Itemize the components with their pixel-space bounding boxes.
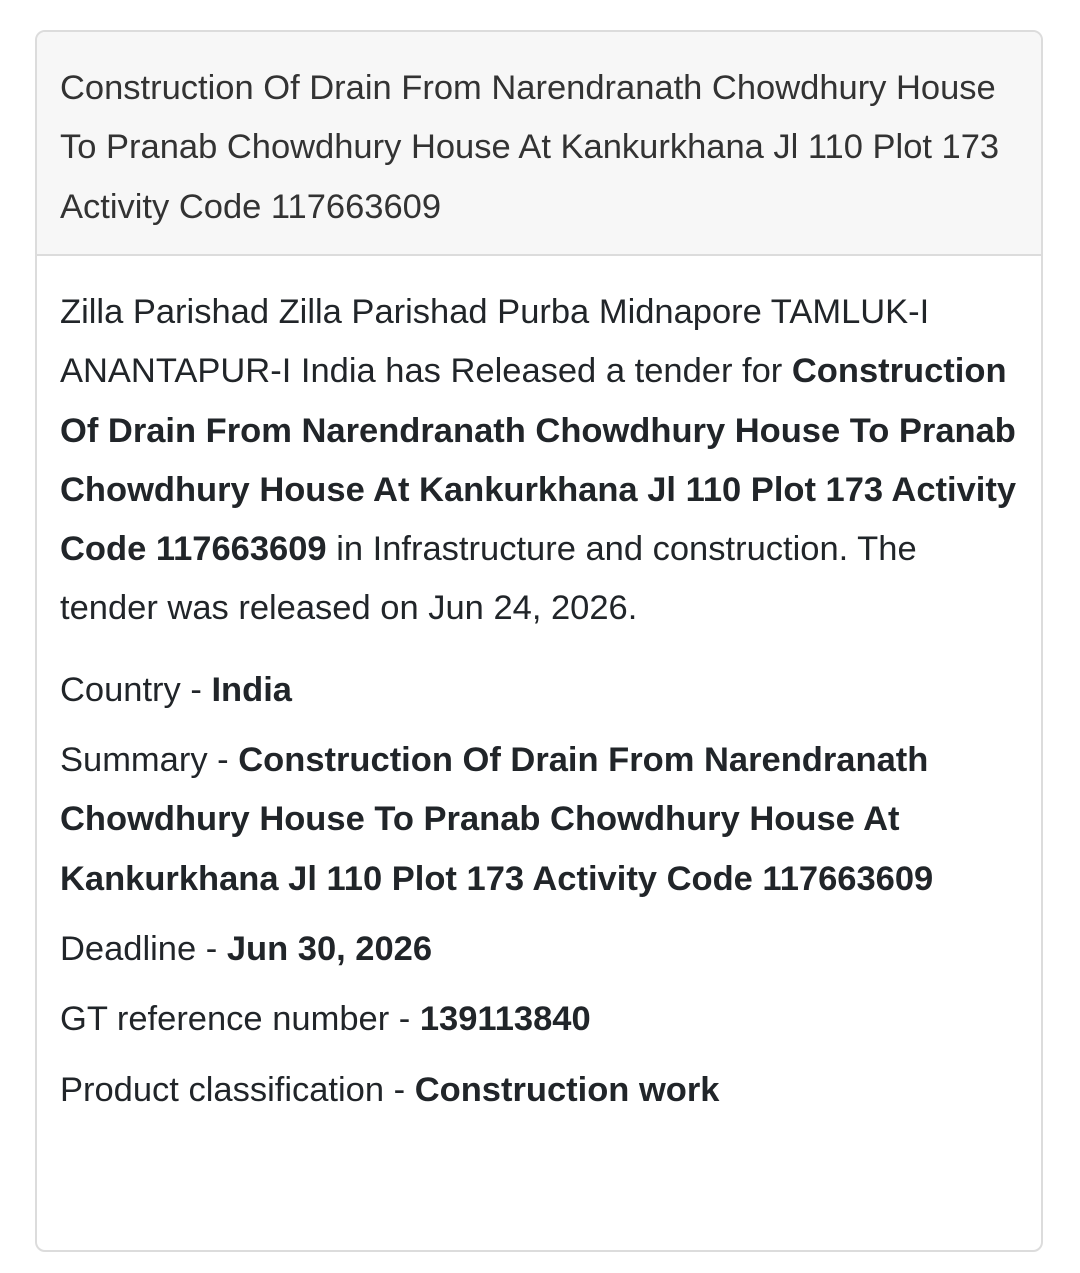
reference-row	[60, 990, 1019, 1049]
classification-row	[60, 1061, 1019, 1120]
description-prefix: Zilla Parishad Zilla Parishad Purba Midnapore TAMLUK-I ANANTAPUR-I India has Released a tender for	[60, 293, 930, 391]
tender-title[interactable]: Construction Of Drain From Narendranath Chowdhury House To Pranab Chowdhury House At Kankurkhana Jl 110 Plot 173 Activity Code 117663609	[60, 69, 1000, 226]
deadline-label: Deadline -	[60, 929, 227, 968]
summary-label: Summary -	[60, 741, 239, 780]
card-header	[37, 32, 1041, 256]
country-label: Country -	[60, 670, 212, 709]
deadline-row	[60, 920, 1019, 979]
summary-value: Construction Of Drain From Narendranath Chowdhury House To Pranab Chowdhury House At Kankurkhana Jl 110 Plot 173 Activity Code 117663609	[60, 741, 934, 898]
reference-label: GT reference number -	[60, 1000, 420, 1039]
summary-row	[60, 731, 1019, 909]
country-row	[60, 661, 1019, 720]
tender-card	[35, 30, 1043, 1252]
classification-label: Product classification -	[60, 1070, 415, 1109]
country-value: India	[211, 670, 292, 709]
card-body	[37, 256, 1041, 1120]
reference-value: 139113840	[419, 1000, 591, 1039]
tender-description	[60, 283, 1019, 639]
description-suffix: in Infrastructure and construction. The tender was released on Jun 24, 2026.	[60, 530, 917, 628]
deadline-value: Jun 30, 2026	[226, 929, 433, 968]
classification-value: Construction work	[414, 1070, 720, 1109]
description-bold-title: Construction Of Drain From Narendranath Chowdhury House To Pranab Chowdhury House At Kankurkhana Jl 110 Plot 173 Activity Code 117663609	[60, 352, 1017, 569]
